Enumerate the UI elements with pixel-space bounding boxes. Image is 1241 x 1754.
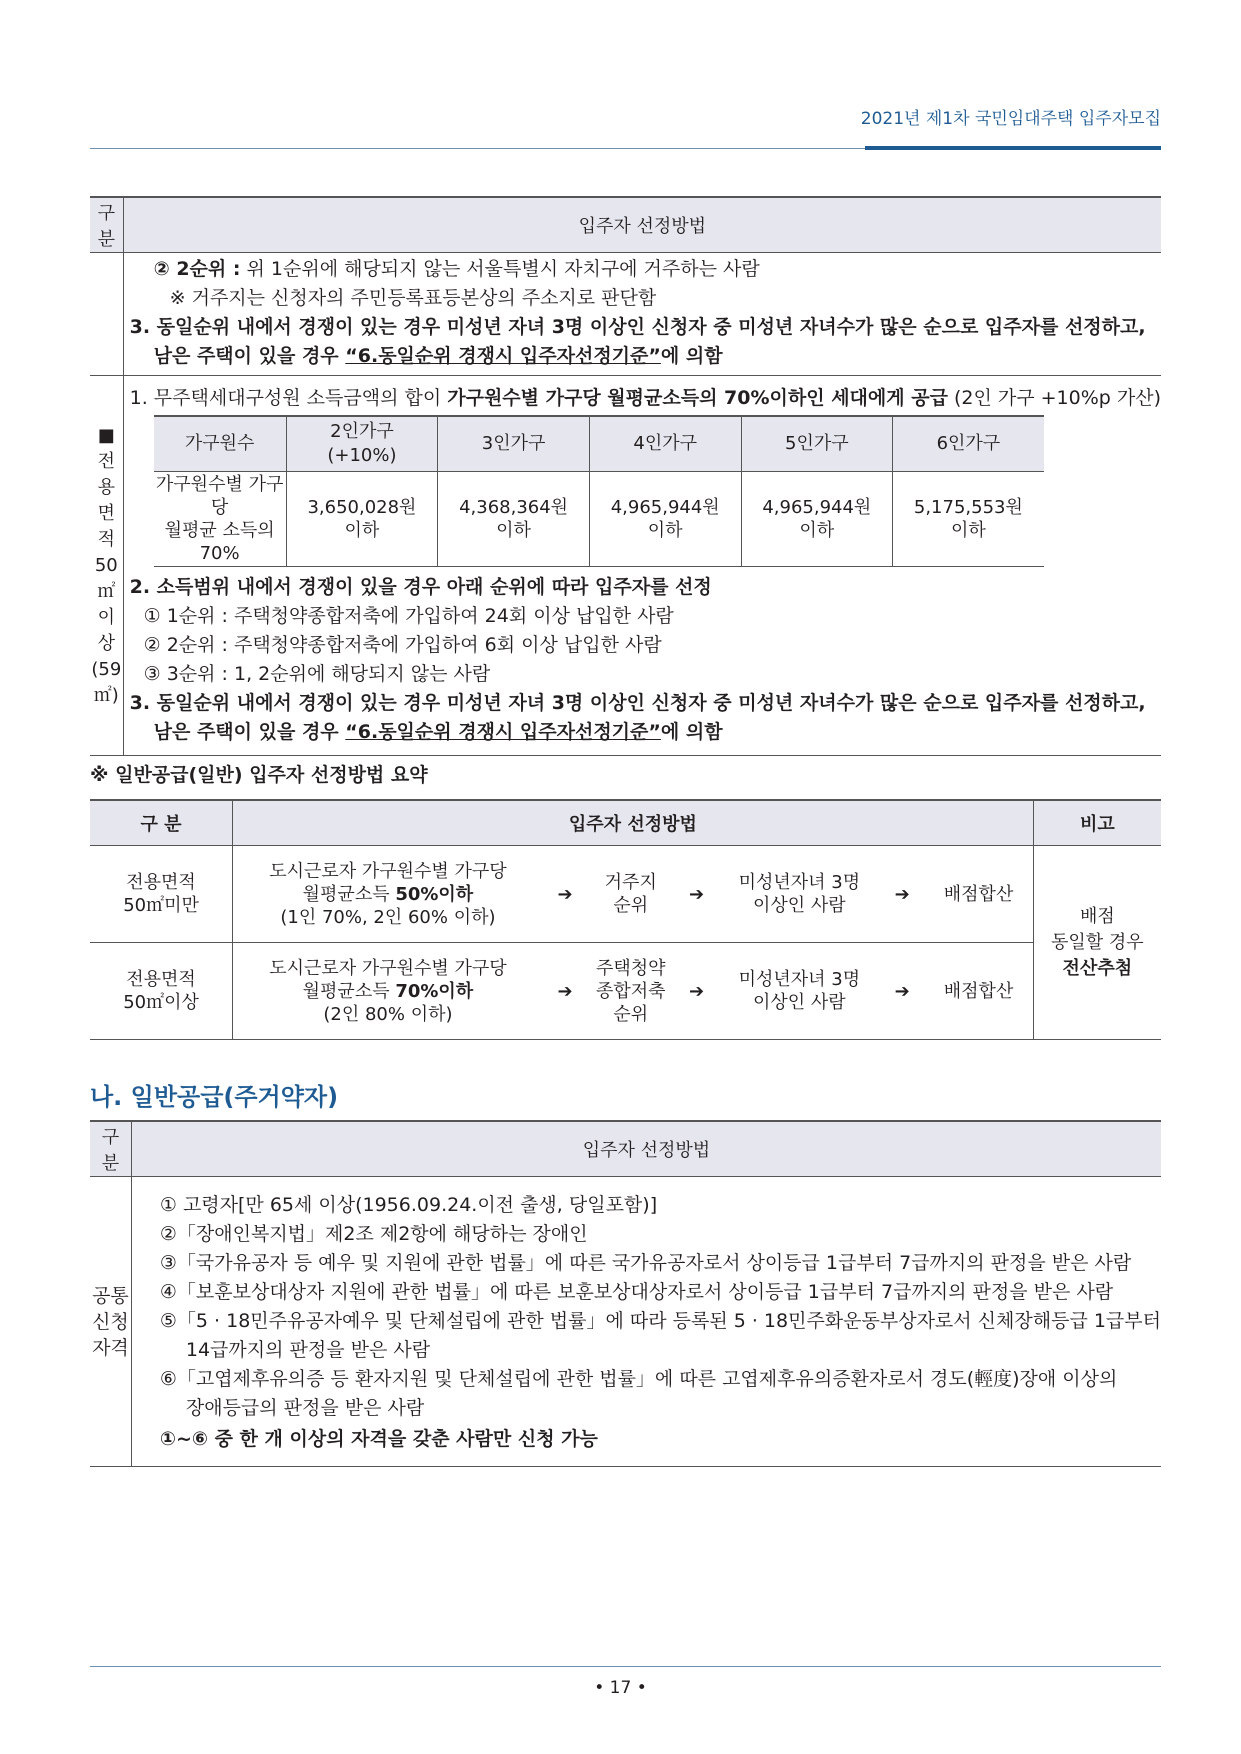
sum-row-label: 전용면적 50㎡이상 bbox=[90, 943, 233, 1040]
eligibility-item: ④「보훈보상대상자 지원에 관한 법률」에 따른 보훈보상대상자로서 상이등급 1급부터 7급까지의 판정을 받은 사람 bbox=[159, 1281, 1114, 1303]
header-title: 2021년 제1차 국민임대주택 입주자모집 bbox=[860, 109, 1161, 129]
rank3-line: ③ 3순위 : 1, 2순위에 해당되지 않는 사람 bbox=[143, 663, 491, 685]
arrow-right-icon: ➔ bbox=[674, 943, 719, 1040]
income-header-4-person: 4인가구 bbox=[589, 416, 741, 472]
summary-row bbox=[90, 943, 1161, 1040]
eligibility-item: ②「장애인복지법」제2조 제2항에 해당하는 장애인 bbox=[159, 1223, 588, 1245]
tiebreak-rule-cont: 남은 주택이 있을 경우 “6.동일순위 경쟁시 입주자선정기준”에 의함 bbox=[153, 721, 723, 743]
sum-row-label: 전용면적 50㎡미만 bbox=[90, 846, 233, 943]
sum-col-method: 입주자 선정방법 bbox=[233, 800, 1034, 846]
rank1-line: ① 1순위 : 주택청약종합저축에 가입하여 24회 이상 납입한 사람 bbox=[143, 605, 674, 627]
income-table bbox=[154, 415, 1044, 567]
sum-income-cell: 도시근로자 가구원수별 가구당 월평균소득 50%이하 (1인 70%, 2인 60% 이하) bbox=[233, 846, 543, 943]
income-header-5-person: 5인가구 bbox=[741, 416, 893, 472]
arrow-right-icon: ➔ bbox=[674, 846, 719, 943]
tiebreak-rule-cont: 남은 주택이 있을 경우 “6.동일순위 경쟁시 입주자선정기준”에 의함 bbox=[153, 345, 723, 367]
arrow-right-icon: ➔ bbox=[543, 846, 588, 943]
col-label-header: 구 분 bbox=[90, 1121, 131, 1177]
summary-row bbox=[90, 846, 1161, 943]
summary-note: ※ 일반공급(일반) 입주자 선정방법 요약 bbox=[90, 764, 428, 786]
eligibility-item: ⑥「고엽제후유의증 등 환자지원 및 단체설립에 관한 법률」에 따른 고엽제후유의증환자로서 경도(輕度)장애 이상의 bbox=[159, 1368, 1118, 1390]
row2-label: ■ 전용면적 50㎡이상 (59㎡) bbox=[90, 376, 123, 756]
selection-method-table bbox=[90, 196, 1161, 756]
common-eligibility-content bbox=[131, 1177, 1161, 1467]
arrow-right-icon: ➔ bbox=[880, 943, 925, 1040]
page-number: • 17 • bbox=[594, 1678, 647, 1698]
sum-step2-cell: 주택청약 종합저축 순위 bbox=[587, 943, 674, 1040]
income-competition-rule: 2. 소득범위 내에서 경쟁이 있을 경우 아래 순위에 따라 입주자를 선정 bbox=[129, 576, 712, 598]
income-header-3-person: 3인가구 bbox=[438, 416, 590, 472]
residence-note: ※ 거주지는 신청자의 주민등록표등본상의 주소지로 판단함 bbox=[169, 287, 657, 309]
eligibility-summary: ①~⑥ 중 한 개 이상의 자격을 갖춘 사람만 신청 가능 bbox=[159, 1428, 598, 1450]
sum-step3-cell: 미성년자녀 3명 이상인 사람 bbox=[719, 943, 880, 1040]
income-value-cell: 3,650,028원 이하 bbox=[286, 472, 438, 567]
income-header-2-person: 2인가구 (+10%) bbox=[286, 416, 438, 472]
row1-content bbox=[123, 253, 1161, 376]
income-value-cell: 4,965,944원 이하 bbox=[589, 472, 741, 567]
sum-income-cell: 도시근로자 가구원수별 가구당 월평균소득 70%이하 (2인 80% 이하) bbox=[233, 943, 543, 1040]
rank2-line: ② 2순위 : 주택청약종합저축에 가입하여 6회 이상 납입한 사람 bbox=[143, 634, 662, 656]
eligibility-item: ① 고령자[만 65세 이상(1956.09.24.이전 출생, 당일포함)] bbox=[159, 1194, 658, 1216]
tiebreak-rule: 3. 동일순위 내에서 경쟁이 있는 경우 미성년 자녀 3명 이상인 신청자 중 미성년 자녀수가 많은 순으로 입주자를 선정하고, bbox=[129, 316, 1146, 338]
rank2-line: ② 2순위 : 위 1순위에 해당되지 않는 서울특별시 자치구에 거주하는 사람 bbox=[153, 258, 760, 280]
sum-step4-cell: 배점합산 bbox=[924, 943, 1033, 1040]
income-row-label: 가구원수별 가구당 월평균 소득의 70% bbox=[154, 472, 287, 567]
col-method-header: 입주자 선정방법 bbox=[123, 197, 1161, 253]
eligibility-item: ③「국가유공자 등 예우 및 지원에 관한 법률」에 따른 국가유공자로서 상이등급 1급부터 7급까지의 판정을 받은 사람 bbox=[159, 1252, 1132, 1274]
income-value-cell: 4,965,944원 이하 bbox=[741, 472, 893, 567]
tiebreak-rule: 3. 동일순위 내에서 경쟁이 있는 경우 미성년 자녀 3명 이상인 신청자 중 미성년 자녀수가 많은 순으로 입주자를 선정하고, bbox=[129, 692, 1146, 714]
row1-label bbox=[90, 253, 123, 376]
footer-rule bbox=[90, 1666, 1161, 1667]
eligibility-item-cont: 장애등급의 판정을 받은 사람 bbox=[185, 1397, 425, 1419]
arrow-right-icon: ➔ bbox=[880, 846, 925, 943]
eligibility-item-cont: 14급까지의 판정을 받은 사람 bbox=[185, 1339, 431, 1361]
income-criteria: 1. 무주택세대구성원 소득금액의 합이 가구원수별 가구당 월평균소득의 70%이하인 세대에게 공급 (2인 가구 +10%p 가산) bbox=[129, 387, 1161, 409]
sum-step3-cell: 미성년자녀 3명 이상인 사람 bbox=[719, 846, 880, 943]
arrow-right-icon: ➔ bbox=[543, 943, 588, 1040]
eligibility-item: ⑤「5 · 18민주유공자예우 및 단체설립에 관한 법률」에 따라 등록된 5 · 18민주화운동부상자로서 신체장해등급 1급부터 bbox=[159, 1310, 1161, 1332]
income-value-cell: 5,175,553원 이하 bbox=[893, 472, 1044, 567]
income-header-6-person: 6인가구 bbox=[893, 416, 1044, 472]
summary-table bbox=[90, 799, 1161, 1040]
section-title: 나. 일반공급(주거약자) bbox=[90, 1083, 339, 1111]
sum-col-remark: 비고 bbox=[1033, 800, 1161, 846]
income-header-household: 가구원수 bbox=[154, 416, 287, 472]
col-method-header: 입주자 선정방법 bbox=[131, 1121, 1161, 1177]
sum-remark-cell: 배점 동일할 경우 전산추첨 bbox=[1033, 846, 1161, 1040]
sum-step4-cell: 배점합산 bbox=[924, 846, 1033, 943]
row2-content bbox=[123, 376, 1161, 756]
sum-step2-cell: 거주지 순위 bbox=[587, 846, 674, 943]
col-label-header: 구 분 bbox=[90, 197, 123, 253]
sum-col-label: 구 분 bbox=[90, 800, 233, 846]
common-eligibility-label: 공통 신청자격 bbox=[90, 1177, 131, 1467]
header-accent-bar bbox=[865, 146, 1161, 150]
income-value-cell: 4,368,364원 이하 bbox=[438, 472, 590, 567]
vulnerable-eligibility-table bbox=[90, 1120, 1161, 1467]
